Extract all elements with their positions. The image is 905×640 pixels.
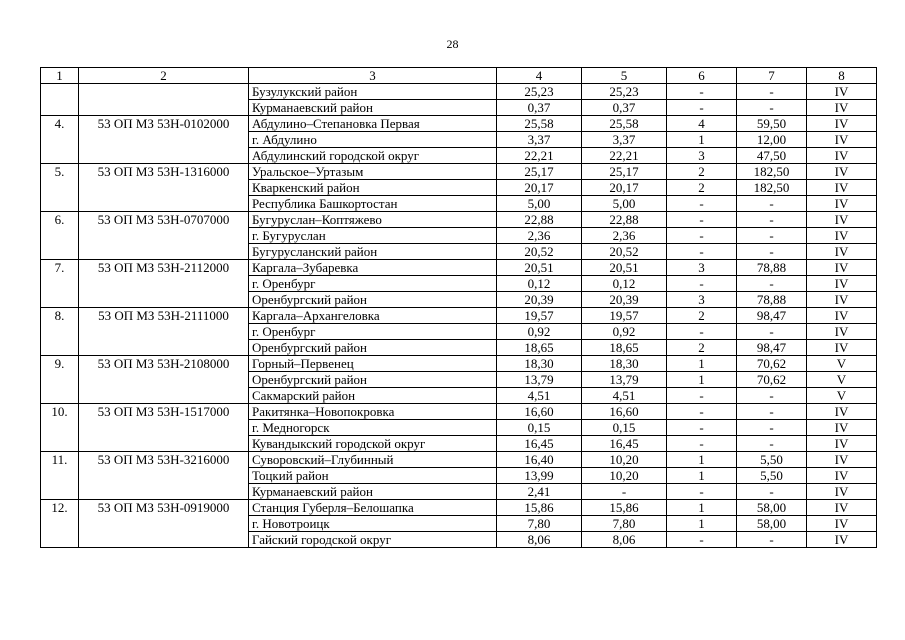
category-cell: IV (807, 148, 877, 164)
bridges-length-cell: 47,50 (737, 148, 807, 164)
bridges-count-cell: 1 (667, 468, 737, 484)
road-code-cell: 53 ОП МЗ 53Н-0102000 (79, 116, 249, 164)
bridges-length-cell: - (737, 276, 807, 292)
bridges-count-cell: 3 (667, 292, 737, 308)
road-name-cell: Абдулинский городской округ (249, 148, 497, 164)
length-hard-cell: 18,65 (582, 340, 667, 356)
category-cell: V (807, 356, 877, 372)
category-cell: IV (807, 340, 877, 356)
bridges-length-cell: - (737, 196, 807, 212)
length-hard-cell: 2,36 (582, 228, 667, 244)
length-hard-cell: 18,30 (582, 356, 667, 372)
length-hard-cell: 22,88 (582, 212, 667, 228)
length-total-cell: 18,30 (497, 356, 582, 372)
length-total-cell: 0,15 (497, 420, 582, 436)
road-name-cell: Абдулино–Степановка Первая (249, 116, 497, 132)
bridges-count-cell: 2 (667, 340, 737, 356)
category-cell: IV (807, 164, 877, 180)
category-cell: IV (807, 308, 877, 324)
bridges-count-cell: - (667, 324, 737, 340)
length-hard-cell: 8,06 (582, 532, 667, 548)
category-cell: IV (807, 228, 877, 244)
bridges-length-cell: - (737, 324, 807, 340)
bridges-count-cell: - (667, 244, 737, 260)
category-cell: IV (807, 292, 877, 308)
length-total-cell: 25,58 (497, 116, 582, 132)
column-header: 1 (41, 68, 79, 84)
column-header: 4 (497, 68, 582, 84)
row-number-cell: 8. (41, 308, 79, 356)
bridges-length-cell: 70,62 (737, 372, 807, 388)
road-name-cell: Оренбургский район (249, 372, 497, 388)
road-name-cell: Курманаевский район (249, 100, 497, 116)
road-name-cell: Кувандыкский городской округ (249, 436, 497, 452)
column-header: 3 (249, 68, 497, 84)
bridges-length-cell: 5,50 (737, 468, 807, 484)
bridges-count-cell: - (667, 420, 737, 436)
length-total-cell: 20,51 (497, 260, 582, 276)
column-header: 5 (582, 68, 667, 84)
table-row (41, 116, 877, 132)
bridges-length-cell: 182,50 (737, 180, 807, 196)
length-total-cell: 18,65 (497, 340, 582, 356)
road-name-cell: Республика Башкортостан (249, 196, 497, 212)
bridges-length-cell: 58,00 (737, 516, 807, 532)
road-code-cell: 53 ОП МЗ 53Н-1517000 (79, 404, 249, 452)
category-cell: IV (807, 484, 877, 500)
road-code-cell: 53 ОП МЗ 53Н-0919000 (79, 500, 249, 548)
table-row (41, 308, 877, 324)
row-number-cell: 5. (41, 164, 79, 212)
bridges-count-cell: 2 (667, 164, 737, 180)
road-name-cell: г. Новотроицк (249, 516, 497, 532)
bridges-length-cell: - (737, 228, 807, 244)
bridges-count-cell: 2 (667, 180, 737, 196)
bridges-count-cell: 4 (667, 116, 737, 132)
road-name-cell: Станция Губерля–Белошапка (249, 500, 497, 516)
length-total-cell: 16,40 (497, 452, 582, 468)
length-total-cell: 25,23 (497, 84, 582, 100)
road-code-cell: 53 ОП МЗ 53Н-2108000 (79, 356, 249, 404)
bridges-length-cell: - (737, 84, 807, 100)
table-row (41, 356, 877, 372)
length-hard-cell: 20,52 (582, 244, 667, 260)
category-cell: IV (807, 500, 877, 516)
category-cell: IV (807, 84, 877, 100)
category-cell: IV (807, 196, 877, 212)
length-total-cell: 0,92 (497, 324, 582, 340)
length-hard-cell: 0,15 (582, 420, 667, 436)
length-total-cell: 20,17 (497, 180, 582, 196)
length-total-cell: 22,21 (497, 148, 582, 164)
row-number-cell: 11. (41, 452, 79, 500)
bridges-count-cell: - (667, 196, 737, 212)
length-total-cell: 20,52 (497, 244, 582, 260)
page-number: 28 (446, 37, 459, 51)
road-code-cell: 53 ОП МЗ 53Н-1316000 (79, 164, 249, 212)
bridges-count-cell: 3 (667, 148, 737, 164)
row-number-cell (41, 84, 79, 116)
bridges-length-cell: 5,50 (737, 452, 807, 468)
category-cell: IV (807, 404, 877, 420)
table-row (41, 212, 877, 228)
bridges-length-cell: - (737, 100, 807, 116)
road-name-cell: Горный–Первенец (249, 356, 497, 372)
row-number-cell: 10. (41, 404, 79, 452)
road-code-cell: 53 ОП МЗ 53Н-2112000 (79, 260, 249, 308)
road-name-cell: Оренбургский район (249, 292, 497, 308)
bridges-count-cell: - (667, 100, 737, 116)
bridges-length-cell: 98,47 (737, 340, 807, 356)
bridges-count-cell: - (667, 228, 737, 244)
length-total-cell: 5,00 (497, 196, 582, 212)
road-name-cell: Ракитянка–Новопокровка (249, 404, 497, 420)
column-header: 8 (807, 68, 877, 84)
length-total-cell: 16,60 (497, 404, 582, 420)
road-name-cell: Бузулукский район (249, 84, 497, 100)
bridges-length-cell: 70,62 (737, 356, 807, 372)
road-name-cell: г. Медногорск (249, 420, 497, 436)
bridges-length-cell: - (737, 420, 807, 436)
length-total-cell: 20,39 (497, 292, 582, 308)
length-total-cell: 19,57 (497, 308, 582, 324)
bridges-length-cell: 12,00 (737, 132, 807, 148)
bridges-count-cell: - (667, 276, 737, 292)
length-hard-cell: 3,37 (582, 132, 667, 148)
length-hard-cell: 13,79 (582, 372, 667, 388)
length-hard-cell: - (582, 484, 667, 500)
bridges-length-cell: - (737, 244, 807, 260)
length-hard-cell: 25,58 (582, 116, 667, 132)
table-row (41, 164, 877, 180)
category-cell: IV (807, 100, 877, 116)
length-total-cell: 3,37 (497, 132, 582, 148)
bridges-count-cell: 2 (667, 308, 737, 324)
length-total-cell: 0,12 (497, 276, 582, 292)
bridges-length-cell: 182,50 (737, 164, 807, 180)
road-name-cell: г. Оренбург (249, 276, 497, 292)
length-hard-cell: 20,51 (582, 260, 667, 276)
category-cell: IV (807, 132, 877, 148)
bridges-count-cell: 1 (667, 452, 737, 468)
row-number-cell: 7. (41, 260, 79, 308)
column-header: 2 (79, 68, 249, 84)
length-total-cell: 16,45 (497, 436, 582, 452)
length-hard-cell: 16,45 (582, 436, 667, 452)
road-name-cell: Суворовский–Глубинный (249, 452, 497, 468)
road-code-cell: 53 ОП МЗ 53Н-0707000 (79, 212, 249, 260)
column-header: 6 (667, 68, 737, 84)
length-hard-cell: 0,37 (582, 100, 667, 116)
roads-table (40, 67, 877, 548)
category-cell: IV (807, 276, 877, 292)
length-total-cell: 4,51 (497, 388, 582, 404)
road-name-cell: г. Абдулино (249, 132, 497, 148)
category-cell: IV (807, 468, 877, 484)
road-name-cell: Курманаевский район (249, 484, 497, 500)
bridges-count-cell: 1 (667, 356, 737, 372)
bridges-count-cell: - (667, 532, 737, 548)
length-hard-cell: 0,12 (582, 276, 667, 292)
bridges-count-cell: - (667, 436, 737, 452)
category-cell: IV (807, 260, 877, 276)
category-cell: IV (807, 420, 877, 436)
category-cell: IV (807, 244, 877, 260)
table-body (41, 84, 877, 548)
bridges-length-cell: 78,88 (737, 260, 807, 276)
bridges-count-cell: - (667, 212, 737, 228)
road-name-cell: г. Бугуруслан (249, 228, 497, 244)
road-code-cell (79, 84, 249, 116)
length-hard-cell: 22,21 (582, 148, 667, 164)
length-total-cell: 13,99 (497, 468, 582, 484)
length-total-cell: 7,80 (497, 516, 582, 532)
bridges-length-cell: - (737, 436, 807, 452)
table-row (41, 84, 877, 100)
bridges-length-cell: 98,47 (737, 308, 807, 324)
bridges-length-cell: - (737, 484, 807, 500)
bridges-length-cell: - (737, 212, 807, 228)
road-name-cell: Тоцкий район (249, 468, 497, 484)
length-hard-cell: 19,57 (582, 308, 667, 324)
length-hard-cell: 20,17 (582, 180, 667, 196)
length-hard-cell: 20,39 (582, 292, 667, 308)
category-cell: IV (807, 436, 877, 452)
bridges-length-cell: 58,00 (737, 500, 807, 516)
length-hard-cell: 16,60 (582, 404, 667, 420)
length-hard-cell: 15,86 (582, 500, 667, 516)
length-hard-cell: 10,20 (582, 468, 667, 484)
length-hard-cell: 10,20 (582, 452, 667, 468)
table-row (41, 404, 877, 420)
bridges-count-cell: - (667, 484, 737, 500)
bridges-length-cell: - (737, 404, 807, 420)
length-hard-cell: 7,80 (582, 516, 667, 532)
category-cell: IV (807, 180, 877, 196)
bridges-length-cell: - (737, 388, 807, 404)
bridges-length-cell: 78,88 (737, 292, 807, 308)
table-row (41, 452, 877, 468)
category-cell: IV (807, 532, 877, 548)
table-row (41, 260, 877, 276)
row-number-cell: 6. (41, 212, 79, 260)
road-name-cell: Сакмарский район (249, 388, 497, 404)
length-total-cell: 15,86 (497, 500, 582, 516)
length-hard-cell: 5,00 (582, 196, 667, 212)
column-header: 7 (737, 68, 807, 84)
length-total-cell: 8,06 (497, 532, 582, 548)
road-name-cell: Уральское–Уртазым (249, 164, 497, 180)
bridges-length-cell: 59,50 (737, 116, 807, 132)
row-number-cell: 12. (41, 500, 79, 548)
bridges-count-cell: 3 (667, 260, 737, 276)
bridges-count-cell: - (667, 84, 737, 100)
category-cell: V (807, 372, 877, 388)
category-cell: IV (807, 212, 877, 228)
length-hard-cell: 25,17 (582, 164, 667, 180)
row-number-cell: 9. (41, 356, 79, 404)
length-hard-cell: 4,51 (582, 388, 667, 404)
table-row (41, 500, 877, 516)
length-total-cell: 25,17 (497, 164, 582, 180)
bridges-count-cell: 1 (667, 500, 737, 516)
category-cell: IV (807, 116, 877, 132)
category-cell: IV (807, 516, 877, 532)
road-code-cell: 53 ОП МЗ 53Н-2111000 (79, 308, 249, 356)
bridges-count-cell: 1 (667, 372, 737, 388)
row-number-cell: 4. (41, 116, 79, 164)
category-cell: V (807, 388, 877, 404)
bridges-count-cell: 1 (667, 132, 737, 148)
road-code-cell: 53 ОП МЗ 53Н-3216000 (79, 452, 249, 500)
length-total-cell: 22,88 (497, 212, 582, 228)
header-row (41, 68, 877, 84)
category-cell: IV (807, 452, 877, 468)
length-total-cell: 2,41 (497, 484, 582, 500)
length-total-cell: 0,37 (497, 100, 582, 116)
bridges-length-cell: - (737, 532, 807, 548)
length-hard-cell: 0,92 (582, 324, 667, 340)
road-name-cell: Бугурусланский район (249, 244, 497, 260)
road-name-cell: Каргала–Архангеловка (249, 308, 497, 324)
road-name-cell: Оренбургский район (249, 340, 497, 356)
road-name-cell: Бугуруслан–Коптяжево (249, 212, 497, 228)
category-cell: IV (807, 324, 877, 340)
length-total-cell: 2,36 (497, 228, 582, 244)
road-name-cell: Гайский городской округ (249, 532, 497, 548)
bridges-count-cell: 1 (667, 516, 737, 532)
length-hard-cell: 25,23 (582, 84, 667, 100)
length-total-cell: 13,79 (497, 372, 582, 388)
road-name-cell: г. Оренбург (249, 324, 497, 340)
road-name-cell: Кваркенский район (249, 180, 497, 196)
road-name-cell: Каргала–Зубаревка (249, 260, 497, 276)
bridges-count-cell: - (667, 404, 737, 420)
bridges-count-cell: - (667, 388, 737, 404)
